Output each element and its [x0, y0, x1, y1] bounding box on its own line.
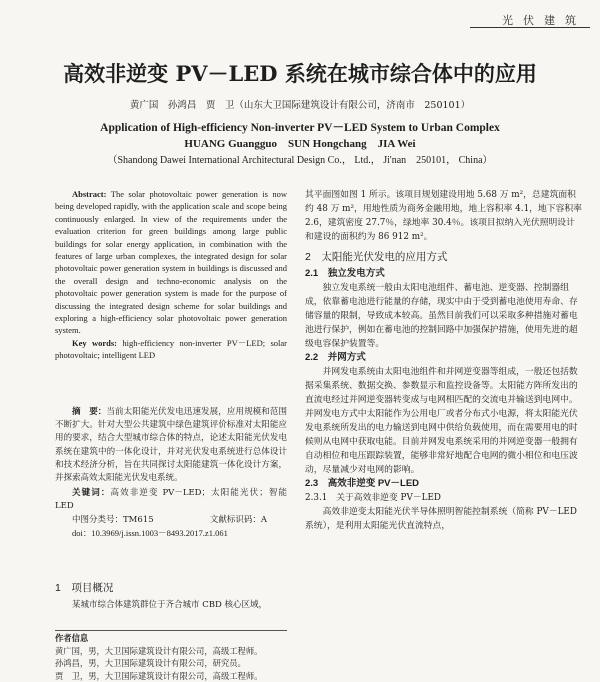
zh-keywords-label: 关键词：	[72, 488, 111, 499]
doi: doi：10.3969/j.issn.1003－8493.2017.z1.061	[72, 527, 228, 538]
english-affiliation: （Shandong Dawei International Architectural Design Co.， Ltd.， Ji'nan 250101， China）	[107, 155, 493, 166]
section-2-3-1-title: 2.3.1 关于高效非逆变 PV－LED	[305, 493, 441, 503]
section-1	[55, 582, 287, 612]
author-info	[55, 632, 287, 682]
journal-section-header: 光伏建筑	[502, 14, 586, 27]
section-1-title: 1 项目概况	[55, 582, 114, 594]
section-1-text: 某城市综合体建筑群位于齐合城市 CBD 核心区域，	[72, 600, 267, 611]
author-info-line: 孙鸿昌，男，大卫国际建筑设计有限公司，研究员。	[55, 658, 246, 668]
zh-keywords-text: 高效非逆变 PV－LED；太阳能光伏；智能 LED	[55, 488, 287, 512]
author-info-line: 贾 卫，男，大卫国际建筑设计有限公司，高级工程师。	[55, 670, 263, 681]
zh-abstract-text: 当前太阳能光伏发电迅速发展，应用规模和范围不断扩大。针对大型公共建筑中绿色建筑评价标准对太阳能应用的要求，结合大型城市综合体的特点，论述太阳能光伏发电系统在建筑中的一体化设计，并对光伏发电系统进行总体设计和技术经济分析，旨在共同探讨太阳能建筑一体化设计方案，并探索高效太阳能光伏发电系统。	[55, 407, 287, 484]
clc-number: 中图分类号：TM615	[72, 514, 154, 525]
section-2-2-text: 并网发电系统由太阳电池组件和并网逆变器等组成，一般还包括数据采集系统、数据交换、参数显示和监控设备等。太阳能方阵所发出的直流电经过并网逆变器转变成与电网相匹配的交流电并输送到电网中。并网发电方式中太阳能作为公用电厂或者分布式小电源，将太阳能光伏发电系统所发出的电力输送到电网中供给负载使用，而在需要用电的时候则从电网中获取电能。目前并网发电系统采用的并网逆变器一般拥有自动相位和电压跟踪装置，能够非常好地配合电网的微小相位和电压波动，尽量减少对电网的影响。	[305, 367, 578, 475]
keywords-text: high-efficiency non-inverter PV－LED; solar photovoltaic; intelligent LED	[55, 337, 288, 361]
abstract-text: The solar photovoltaic power generation is now being developed rapidly, with the application scale and scope being continuously enlarged. In view of the requirements under the evaluation criterion for green buildings among large public buildings for solar energy application, in combination with the features of large urban complexes, the integrated design for solar photovoltaic power generation system in buildings is discussed and the overall design and techno-economic analysis on the photovoltaic power generation system is made for the purpose of discussing the integrated design scheme for solar buildings and exploring a high-efficiency solar photovoltaic power generation system.	[55, 189, 287, 336]
paper-title: 高效非逆变 PV－LED 系统在城市综合体中的应用	[63, 61, 537, 86]
section-2-1-title: 2.1 独立发电方式	[305, 268, 385, 279]
english-abstract	[55, 188, 287, 362]
keywords-label: Key words:	[72, 337, 118, 348]
english-title: Application of High-efficiency Non-inverter PV－LED System to Urban Complex	[100, 122, 500, 134]
zh-abstract-label: 摘 要：	[72, 407, 107, 417]
header-rule	[470, 27, 590, 28]
author-line: 黄广国 孙鸿昌 贾 卫（山东大卫国际建筑设计有限公司，济南市 250101）	[129, 100, 471, 111]
section-2-1-text: 独立发电系统一般由太阳电池组件、蓄电池、逆变器、控制器组成，依靠蓄电池进行能量的存储，现实中由于受到蓄电池使用寿命、存储容量的限制，导致成本较高。虽然目前我们可以采取多种措施对蓄电池进行保护，例如在蓄电池的控制回路中加强保护措施，使用先进的超级电容保护装置等。	[305, 283, 578, 349]
project-overview-text: 其平面图如图 1 所示。该项目规划建设用地 5.68 万 m²，总建筑面积约 48 万 m²，用地性质为商务金融用地，地上容积率 4.1，地下容积率 2.6，建筑密度 27.7％，绿地率 30.4％。该项目拟纳入光伏照明设计和建设的面积约为 86 912 m²。	[305, 190, 582, 242]
author-info-rule	[55, 630, 287, 631]
section-2-3-title: 2.3 高效非逆变 PV－LED	[305, 478, 420, 489]
right-column	[305, 188, 583, 533]
document-code: 文献标识码：A	[209, 514, 267, 525]
section-2-2-title: 2.2 并网方式	[305, 352, 366, 363]
author-info-label: 作者信息	[55, 633, 89, 643]
abstract-label: Abstract:	[72, 189, 107, 199]
author-info-line: 黄广国，男，大卫国际建筑设计有限公司，高级工程师。	[55, 645, 263, 656]
section-2-title: 2 太阳能光伏发电的应用方式	[305, 251, 448, 263]
chinese-abstract	[55, 406, 287, 540]
english-authors: HUANG Guangguo SUN Hongchang JIA Wei	[184, 138, 416, 150]
section-2-3-1-text: 高效非逆变太阳能光伏半导体照明智能控制系统（简称 PV－LED 系统），是利用太阳能光伏直流特点，	[305, 507, 577, 531]
